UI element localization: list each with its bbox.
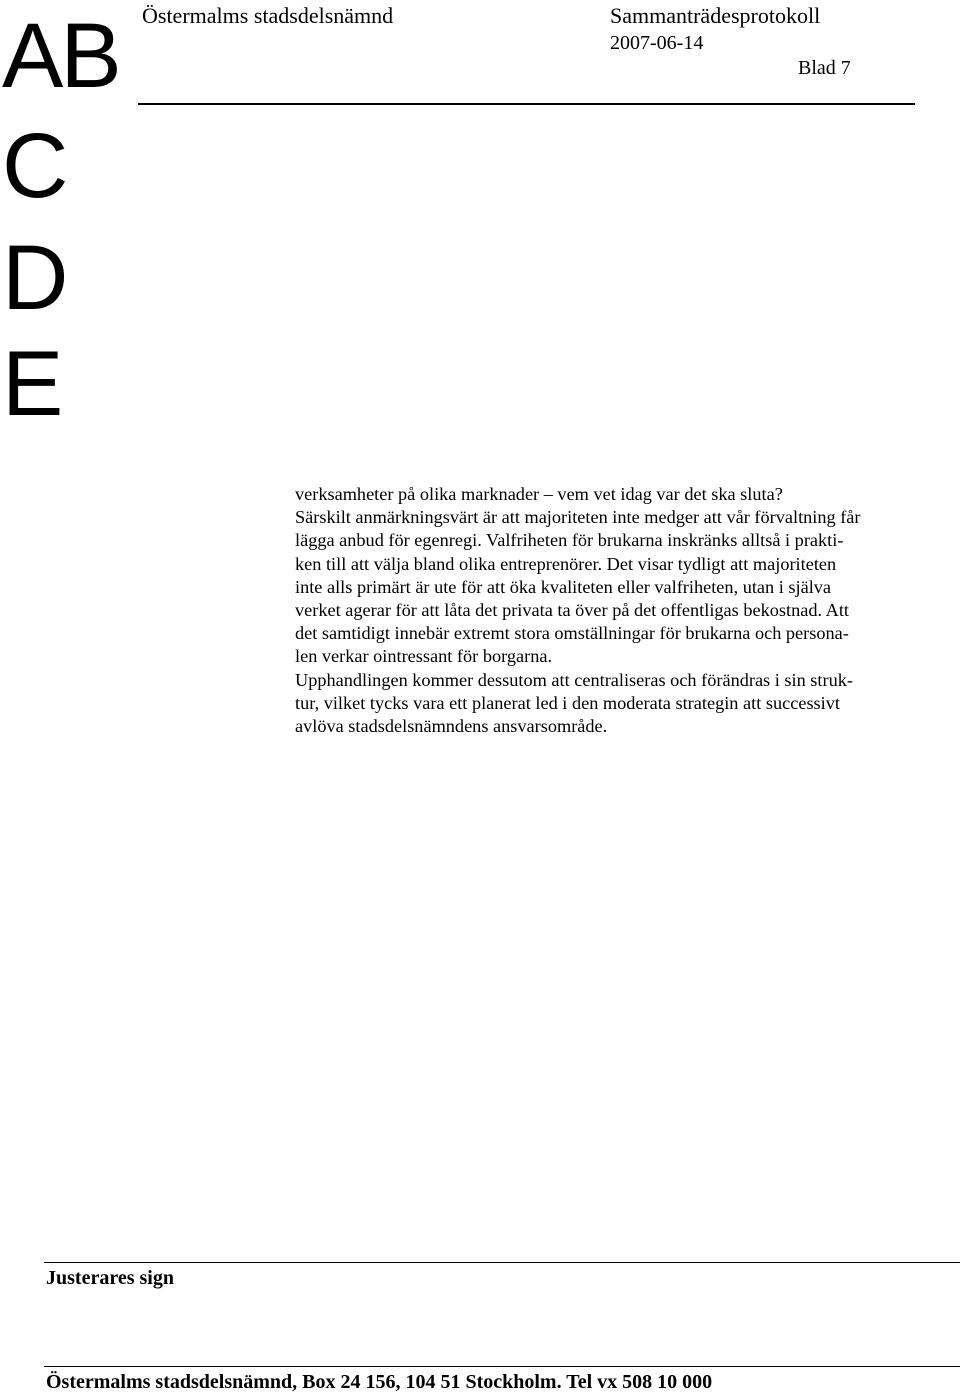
body-line: len verkar ointressant för borgarna. — [295, 646, 553, 667]
body-line: ken till att välja bland olika entreprenörer. Det visar tydligt att majoriteten — [295, 553, 837, 574]
body-line: Särskilt anmärkningsvärt är att majoriteten inte medger att vår förvaltning får — [295, 507, 861, 528]
body-line: lägga anbud för egenregi. Valfriheten för brukarna inskränks alltså i prakti- — [295, 530, 844, 551]
footer-divider — [44, 1366, 960, 1367]
document-type: Sammanträdesprotokoll — [610, 3, 821, 28]
logo-letter-c: C — [2, 115, 66, 217]
logo-letter-d: D — [2, 227, 66, 329]
organization-name: Östermalms stadsdelsnämnd — [142, 3, 394, 28]
body-line: Upphandlingen kommer dessutom att centraliseras och förändras i sin struk- — [295, 669, 853, 690]
body-line: verksamheter på olika marknader – vem vet idag var det ska sluta? — [295, 484, 783, 504]
body-line: inte alls primärt är ute för att öka kvaliteten eller valfriheten, utan i själva — [295, 576, 832, 597]
signature-label: Justerares sign — [46, 1267, 174, 1289]
body-line: det samtidigt innebär extremt stora omställningar för brukarna och persona- — [295, 623, 849, 644]
body-line: verket agerar för att låta det privata ta över på det offentligas bekostnad. Att — [295, 600, 849, 621]
meeting-date: 2007-06-14 — [610, 32, 704, 54]
signature-divider — [44, 1262, 960, 1263]
page-number: Blad 7 — [798, 57, 851, 79]
body-line: avlöva stadsdelsnämndens ansvarsområde. — [295, 716, 608, 737]
body-text — [295, 483, 920, 738]
footer-address: Östermalms stadsdelsnämnd, Box 24 156, 104 51 Stockholm. Tel vx 508 10 000 — [46, 1371, 713, 1393]
body-line: tur, vilket tycks vara ett planerat led i den moderata strategin att successivt — [295, 692, 840, 713]
header-divider — [138, 103, 915, 105]
logo-letters-ab: AB — [2, 5, 119, 107]
logo-letter-e: E — [2, 333, 61, 435]
